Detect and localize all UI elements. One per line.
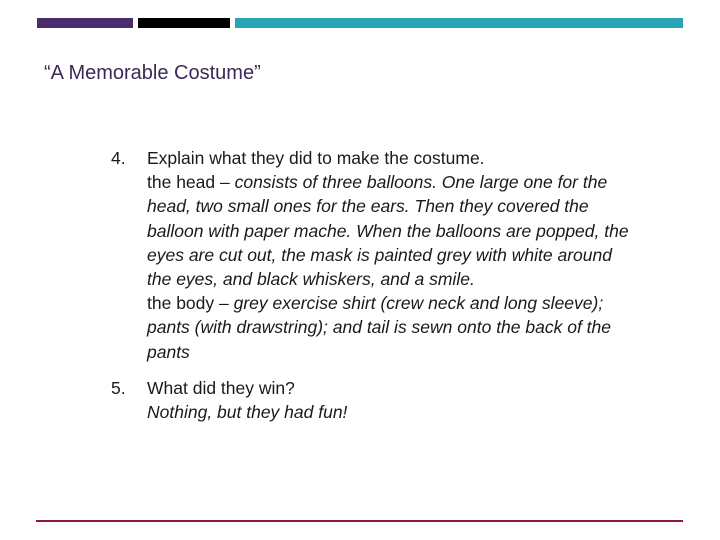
body-description	[147, 291, 631, 364]
item-number: 5.	[111, 377, 126, 398]
question-text: Explain what they did to make the costume.	[147, 148, 485, 168]
slide-title: “A Memorable Costume”	[44, 62, 261, 84]
item-content	[147, 376, 631, 424]
question-list	[111, 146, 631, 424]
head-description	[147, 170, 631, 291]
head-text: – consists of three balloons. One large one for the head, two small ones for the ears. Then they covered the balloon with paper mache. When the balloons are popped, the eyes are cut out, the mask is painted grey with white around the eyes, and black whiskers, and a smile.	[147, 172, 629, 290]
list-item-4	[111, 146, 631, 364]
head-label: the head	[147, 172, 216, 193]
question-text: What did they win?	[147, 377, 295, 398]
item-number: 4.	[111, 148, 126, 168]
answer-text: Nothing, but they had fun!	[147, 402, 348, 423]
footer-rule	[36, 520, 683, 522]
body-label: the body	[147, 293, 215, 314]
header-bar-black	[138, 18, 230, 28]
header-bar-teal	[235, 18, 683, 28]
item-content	[147, 146, 631, 364]
header-bar-purple	[37, 18, 133, 28]
list-item-5	[111, 376, 631, 424]
body-text: – grey exercise shirt (crew neck and long sleeve); pants (with drawstring); and tail is sewn onto the back of the pants	[147, 293, 611, 362]
